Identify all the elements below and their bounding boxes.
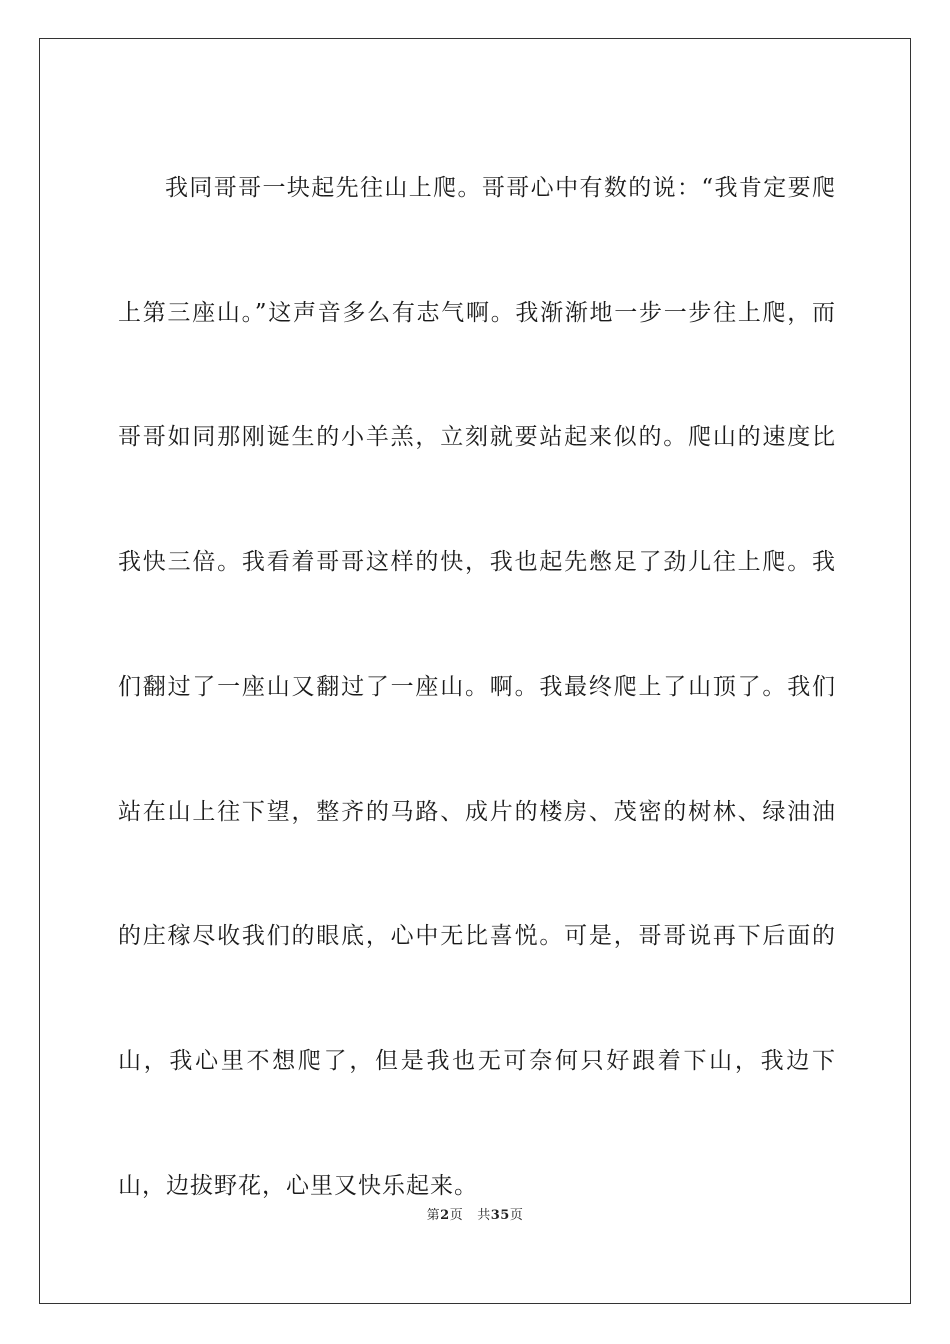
page-footer: [0, 1204, 950, 1223]
page-number: 2: [440, 1208, 450, 1223]
total-suffix: 页: [509, 1208, 524, 1223]
page-prefix: 第: [426, 1208, 441, 1223]
page-suffix: 页: [449, 1208, 464, 1223]
page-border: [39, 38, 911, 1304]
total-prefix: 共: [477, 1208, 491, 1223]
body-paragraph: 我同哥哥一块起先往山上爬。哥哥心中有数的说：“我肯定要爬上第三座山。”这声音多么有志气啊。我渐渐地一步一步往上爬，而哥哥如同那刚诞生的小羊羔，立刻就要站起来似的。爬山的速度比我快三倍。我看着哥哥这样的快，我也起先憋足了劲儿往上爬。我们翻过了一座山又翻过了一座山。啊。我最终爬上了山顶了。我们站在山上往下望，整齐的马路、成片的楼房、茂密的树林、绿油油的庄稼尽收我们的眼底，心中无比喜悦。可是，哥哥说再下后面的山，我心里不想爬了，但是我也无可奈何只好跟着下山，我边下山，边拔野花，心里又快乐起来。: [118, 175, 836, 1199]
total-pages: 35: [490, 1208, 510, 1223]
